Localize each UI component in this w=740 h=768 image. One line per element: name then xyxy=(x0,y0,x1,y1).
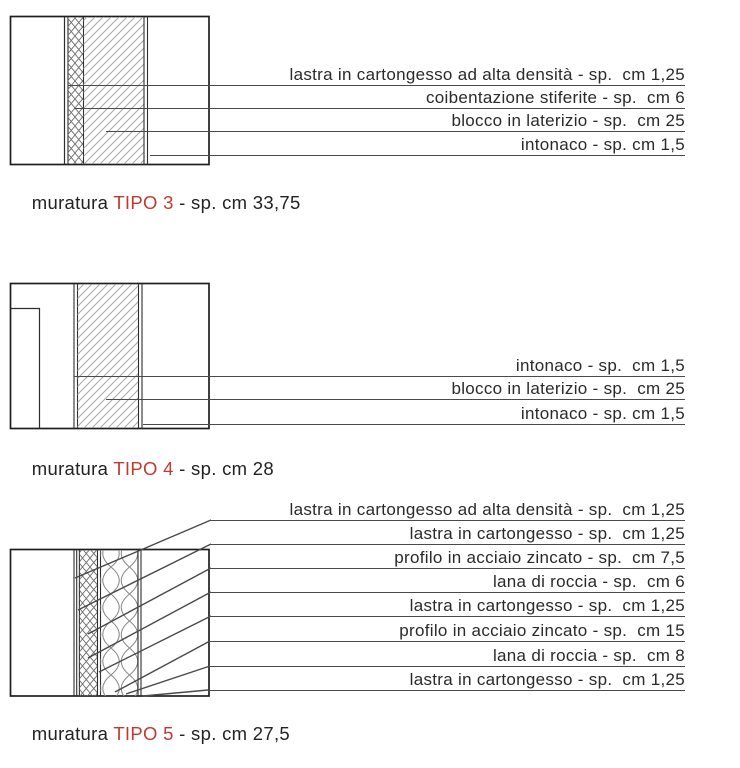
layer-label: lana di roccia - sp. cm 8 xyxy=(210,646,685,667)
hatch-insulation-large xyxy=(101,550,139,696)
layer-label: blocco in laterizio - sp. cm 25 xyxy=(106,379,685,400)
caption-suffix: - sp. cm 33,75 xyxy=(173,192,301,213)
layer-label: lastra in cartongesso ad alta densità - sp. cm 1,25 xyxy=(68,65,685,86)
layer-label: profilo in acciaio zincato - sp. cm 7,5 xyxy=(211,548,685,569)
wall-caption xyxy=(10,170,301,236)
caption-prefix: muratura xyxy=(31,192,114,213)
layer-label: intonaco - sp. cm 1,5 xyxy=(143,404,685,425)
caption-type: TIPO 5 xyxy=(113,723,174,744)
layer-label: coibentazione stiferite - sp. cm 6 xyxy=(74,88,685,109)
caption-suffix: - sp. cm 27,5 xyxy=(173,723,290,744)
caption-suffix: - sp. cm 28 xyxy=(173,458,274,479)
layer-label: intonaco - sp. cm 1,5 xyxy=(150,135,685,156)
wall-caption xyxy=(10,701,290,767)
wall-caption xyxy=(10,436,274,502)
caption-type: TIPO 3 xyxy=(113,192,174,213)
caption-prefix: muratura xyxy=(31,723,114,744)
layer-label: lastra in cartongesso - sp. cm 1,25 xyxy=(208,670,685,691)
layer-label: blocco in laterizio - sp. cm 25 xyxy=(106,111,685,132)
layer-label: profilo in acciaio zincato - sp. cm 15 xyxy=(210,621,685,642)
layer-label: lastra in cartongesso ad alta densità - sp. cm 1,25 xyxy=(211,500,685,521)
layer-label: intonaco - sp. cm 1,5 xyxy=(74,356,685,377)
caption-prefix: muratura xyxy=(31,458,114,479)
caption-type: TIPO 4 xyxy=(113,458,174,479)
layer-label: lana di roccia - sp. cm 6 xyxy=(211,572,685,593)
layer-label: lastra in cartongesso - sp. cm 1,25 xyxy=(211,596,685,617)
layer-label: lastra in cartongesso - sp. cm 1,25 xyxy=(211,524,685,545)
